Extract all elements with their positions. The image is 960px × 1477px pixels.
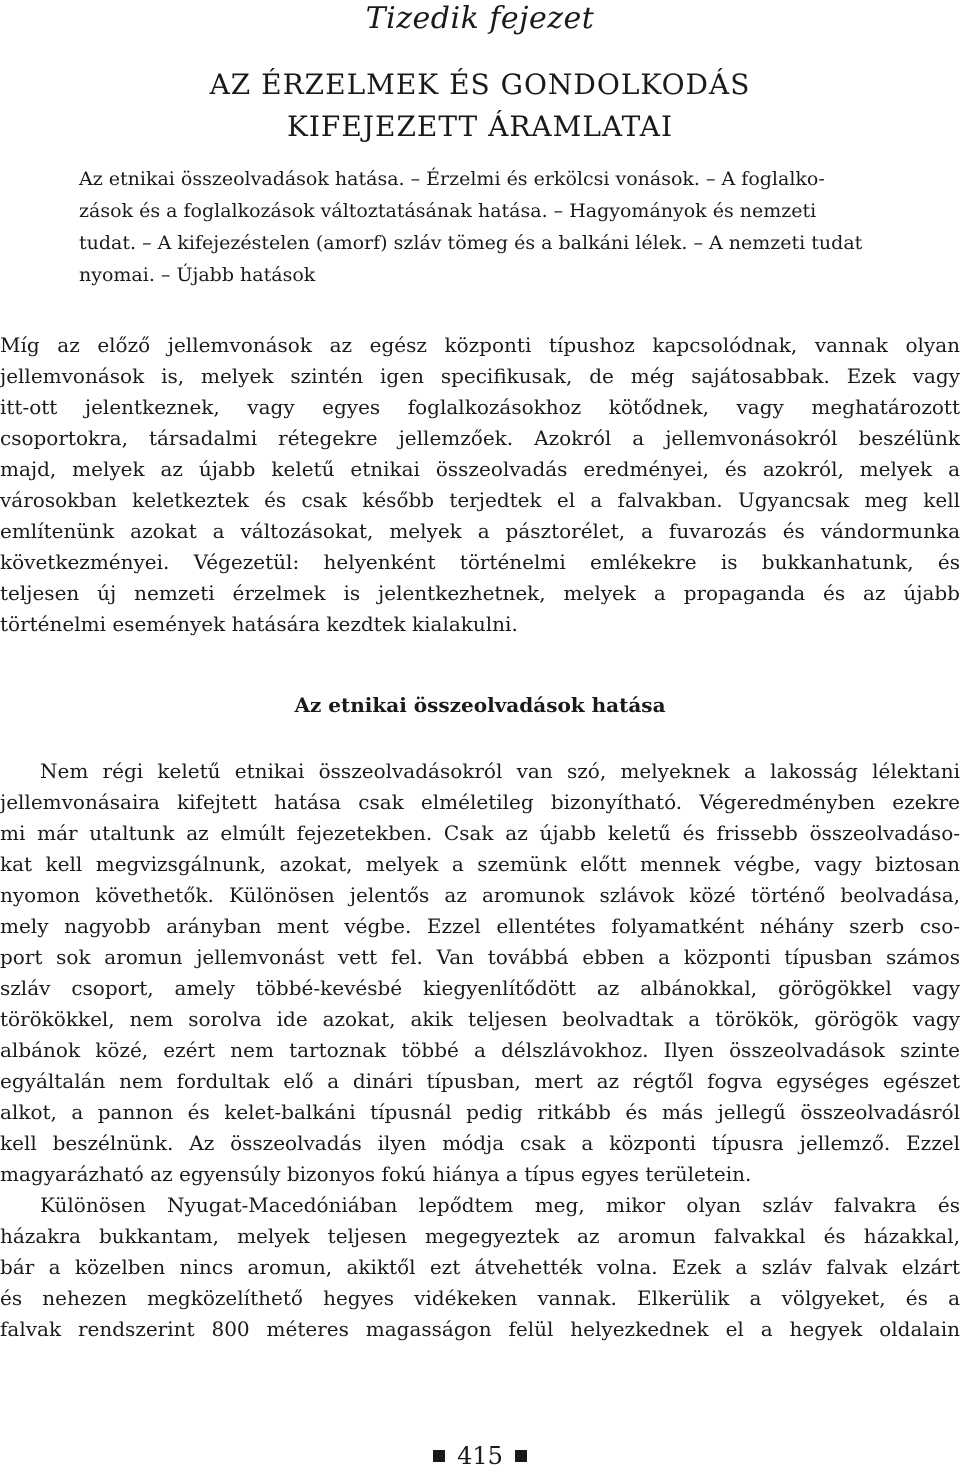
text-line: városokban keletkeztek és csak később terjedtek el a falvakban. Ugyancsak meg kell [0, 488, 960, 512]
text-line: következményei. Végezetül: helyenként történelmi emlékekre is bukkanhatunk, és [0, 550, 960, 574]
text-line: házakra bukkantam, melyek teljesen megegyeztek az aromun falvakkal és házakkal, [0, 1224, 960, 1248]
text-line: bár a közelben nincs aromun, akiktől ezt átvehették volna. Ezek a szláv falvak elzárt [0, 1255, 960, 1279]
section-body [0, 756, 960, 1345]
text-line: itt-ott jelentkeznek, vagy egyes foglalkozásokhoz kötődnek, vagy meghatározott [0, 395, 960, 419]
section-heading: Az etnikai összeolvadások hatása [294, 693, 666, 717]
text-line: mely nagyobb arányban ment végbe. Ezzel ellentétes folyamatként néhány szerb cso- [0, 914, 960, 938]
text-line: teljesen új nemzeti érzelmek is jelentkezhetnek, melyek a propaganda és az újabb [0, 581, 960, 605]
text-line: Különösen Nyugat-Macedóniában lepődtem meg, mikor olyan szláv falvakra és [40, 1193, 960, 1217]
text-line: említenünk azokat a változásokat, melyek a pásztorélet, a fuvarozás és vándormunka [0, 519, 960, 543]
text-line: kat kell megvizsgálnunk, azokat, melyek a szemünk előtt mennek végbe, vagy biztosan [0, 852, 960, 876]
chapter-summary [79, 163, 887, 291]
intro-paragraph [0, 330, 960, 640]
square-bullet-icon [433, 1450, 445, 1462]
text-line: jellemvonásaira kifejtett hatása csak elméletileg bizonyítható. Végeredményben ezekre [0, 790, 960, 814]
text-line: magyarázható az egyensúly bizonyos fokú hiánya a típus egyes területein. [0, 1162, 752, 1186]
summary-line: tudat. – A kifejezéstelen (amorf) szláv tömeg és a balkáni lélek. – A nemzeti tudat [79, 232, 863, 254]
page-number: 415 [457, 1442, 503, 1470]
text-line: csoportokra, társadalmi rétegekre jellemzőek. Azokról a jellemvonásokról beszélünk [0, 426, 960, 450]
text-line: kell beszélnünk. Az összeolvadás ilyen módja csak a központi típusra jellemző. Ezzel [0, 1131, 960, 1155]
text-line: port sok aromun jellemvonást vett fel. Van továbbá ebben a központi típusban számos [0, 945, 960, 969]
text-line: és nehezen megközelíthető hegyes vidékeken vannak. Elkerülik a völgyeket, és a [0, 1286, 960, 1310]
text-line: mi már utaltunk az elmúlt fejezetekben. Csak az újabb keletű és frissebb összeolvadáso- [0, 821, 960, 845]
text-line: egyáltalán nem fordultak elő a dinári típusban, mert az régtől fogva egységes egészet [0, 1069, 960, 1093]
text-line: alkot, a pannon és kelet-balkáni típusnál pedig ritkább és más jellegű összeolvadásról [0, 1100, 960, 1124]
summary-line: Az etnikai összeolvadások hatása. – Érzelmi és erkölcsi vonások. – A foglalko- [79, 168, 825, 190]
chapter-title [0, 64, 960, 148]
chapter-title-line: KIFEJEZETT ÁRAMLATAI [286, 110, 674, 143]
text-line: majd, melyek az újabb keletű etnikai összeolvadás eredményei, és azokról, melyek a [0, 457, 960, 481]
chapter-title-line: AZ ÉRZELMEK ÉS GONDOLKODÁS [209, 68, 751, 101]
text-line: szláv csoport, amely többé-kevésbé kiegyenlítődött az albánokkal, görögökkel vagy [0, 976, 960, 1000]
text-line: törökökkel, nem sorolva ide azokat, akik teljesen beolvadtak a törökök, görögök vagy [0, 1007, 960, 1031]
text-line: Míg az előző jellemvonások az egész központi típushoz kapcsolódnak, vannak olyan [0, 333, 960, 357]
text-line: albánok közé, ezért nem tartoznak többé a délszlávokhoz. Ilyen összeolvadások szinte [0, 1038, 960, 1062]
chapter-label: Tizedik fejezet [365, 1, 595, 36]
page-footer [0, 1440, 960, 1472]
summary-line: zások és a foglalkozások változtatásának hatása. – Hagyományok és nemzeti [79, 200, 817, 222]
text-line: falvak rendszerint 800 méteres magasságon felül helyezkednek el a hegyek oldalain [0, 1317, 960, 1341]
square-bullet-icon [515, 1450, 527, 1462]
text-line: jellemvonások is, melyek szintén igen specifikusak, de még sajátosabbak. Ezek vagy [0, 364, 960, 388]
text-line: nyomon követhetők. Különösen jelentős az aromunok szlávok közé történő beolvadása, [0, 883, 960, 907]
summary-line: nyomai. – Újabb hatások [79, 264, 316, 286]
text-line: Nem régi keletű etnikai összeolvadásokról van szó, melyeknek a lakosság lélektani [40, 759, 960, 783]
text-line: történelmi események hatására kezdtek kialakulni. [0, 612, 518, 636]
